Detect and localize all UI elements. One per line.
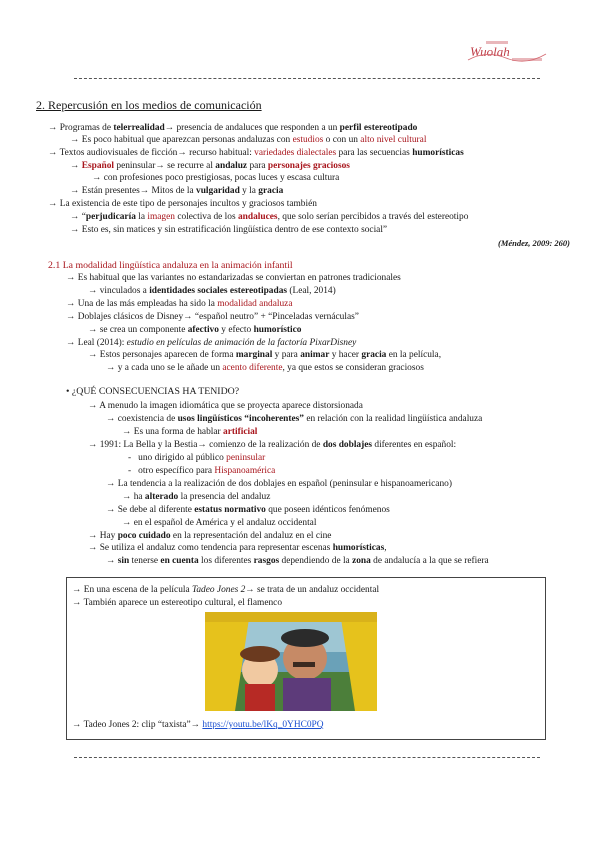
list-item: → A menudo la imagen idiomática que se proyecta aparece distorsionada [88,401,363,411]
list-item: → Se utiliza el andaluz como tendencia para representar escenas humorísticas, [88,543,387,553]
divider-top [74,78,540,79]
list-item: → “perjudicaría la imagen colectiva de los andaluces, que solo serían percibidos a través del estereotipo [70,212,469,222]
list-item: → Se debe al diferente estatus normativo que poseen idénticos fenómenos [106,505,390,515]
list-item: → Español peninsular→ se recurre al andaluz para personajes graciosos [70,161,350,171]
divider-bottom [74,757,540,758]
list-item: → 1991: La Bella y la Bestia→ comienzo de la realización de dos doblajes diferentes en español: [88,440,457,450]
list-item: → Hay poco cuidado en la representación del andaluz en el cine [88,531,332,541]
list-item: → ha alterado la presencia del andaluz [122,492,271,502]
list-item: → Tadeo Jones 2: clip “taxista”→ https://youtu.be/lKq_0YHC0PQ [72,720,324,730]
movie-still-image [205,612,377,711]
list-item: → Leal (2014): estudio en películas de animación de la factoría PixarDisney [66,338,357,348]
youtube-link[interactable]: https://youtu.be/lKq_0YHC0PQ [202,720,324,730]
citation: (Méndez, 2009: 260) [497,238,570,248]
subsection-title: 2.1 La modalidad lingüística andaluza en la animación infantil [48,260,293,271]
list-item: → Es una forma de hablar artificial [122,427,258,437]
list-item: → La existencia de este tipo de personajes incultos y graciosos también [48,199,317,209]
list-item: → En una escena de la película Tadeo Jones 2→ se trata de un andaluz occidental [72,585,380,595]
list-item: → La tendencia a la realización de dos doblajes en español (peninsular e hispanoamericano) [106,479,452,489]
wuolah-logo [466,38,576,64]
question-heading: • ¿QUÉ CONSECUENCIAS HA TENIDO? [66,386,240,397]
list-item: → vinculados a identidades sociales estereotipadas (Leal, 2014) [88,286,336,296]
list-item: → Es poco habitual que aparezcan personas andaluzas con estudios o con un alto nivel cultural [70,135,427,145]
list-item: → Esto es, sin matices y sin estratificación lingüística dentro de ese contexto social” [70,225,388,235]
tadeo-jones-scene [205,612,377,711]
list-item: - otro específico para Hispanoamérica [128,466,276,476]
wuolah-logo-mark [466,38,576,64]
list-item: → coexistencia de usos lingüísticos “incoherentes” en relación con la realidad lingüística andaluza [106,414,483,424]
list-item: → en el español de América y el andaluz occidental [122,518,317,528]
list-item: → Es habitual que las variantes no estandarizadas se conviertan en patrones tradicionales [66,273,401,283]
list-item: → se crea un componente afectivo y efecto humorístico [88,325,302,335]
list-item: → Programas de telerrealidad→ presencia de andaluces que responden a un perfil estereotipado [48,123,418,133]
section-title: 2. Repercusión en los medios de comunicación [36,98,262,112]
list-item: → y a cada uno se le añade un acento diferente, ya que estos se consideran graciosos [106,363,424,373]
list-item: → Doblajes clásicos de Disney→ “español neutro” + “Pinceladas vernáculas” [66,312,359,322]
list-item: → sin tenerse en cuenta los diferentes rasgos dependiendo de la zona de andalucía a la que se refiera [106,556,489,566]
list-item: - uno dirigido al público peninsular [128,453,266,463]
svg-text:Wuolah: Wuolah [470,44,510,59]
list-item: → Estos personajes aparecen de forma marginal y para animar y hacer gracia en la película, [88,350,442,360]
list-item: → También aparece un estereotipo cultural, el flamenco [72,598,283,608]
list-item: → Textos audiovisuales de ficción→ recurso habitual: variedades dialectales para las secuencias humorísticas [48,148,464,158]
list-item: → con profesiones poco prestigiosas, pocas luces y escasa cultura [92,173,340,183]
list-item: → Una de las más empleadas ha sido la modalidad andaluza [66,299,293,309]
list-item: → Están presentes→ Mitos de la vulgaridad y la gracia [70,186,284,196]
